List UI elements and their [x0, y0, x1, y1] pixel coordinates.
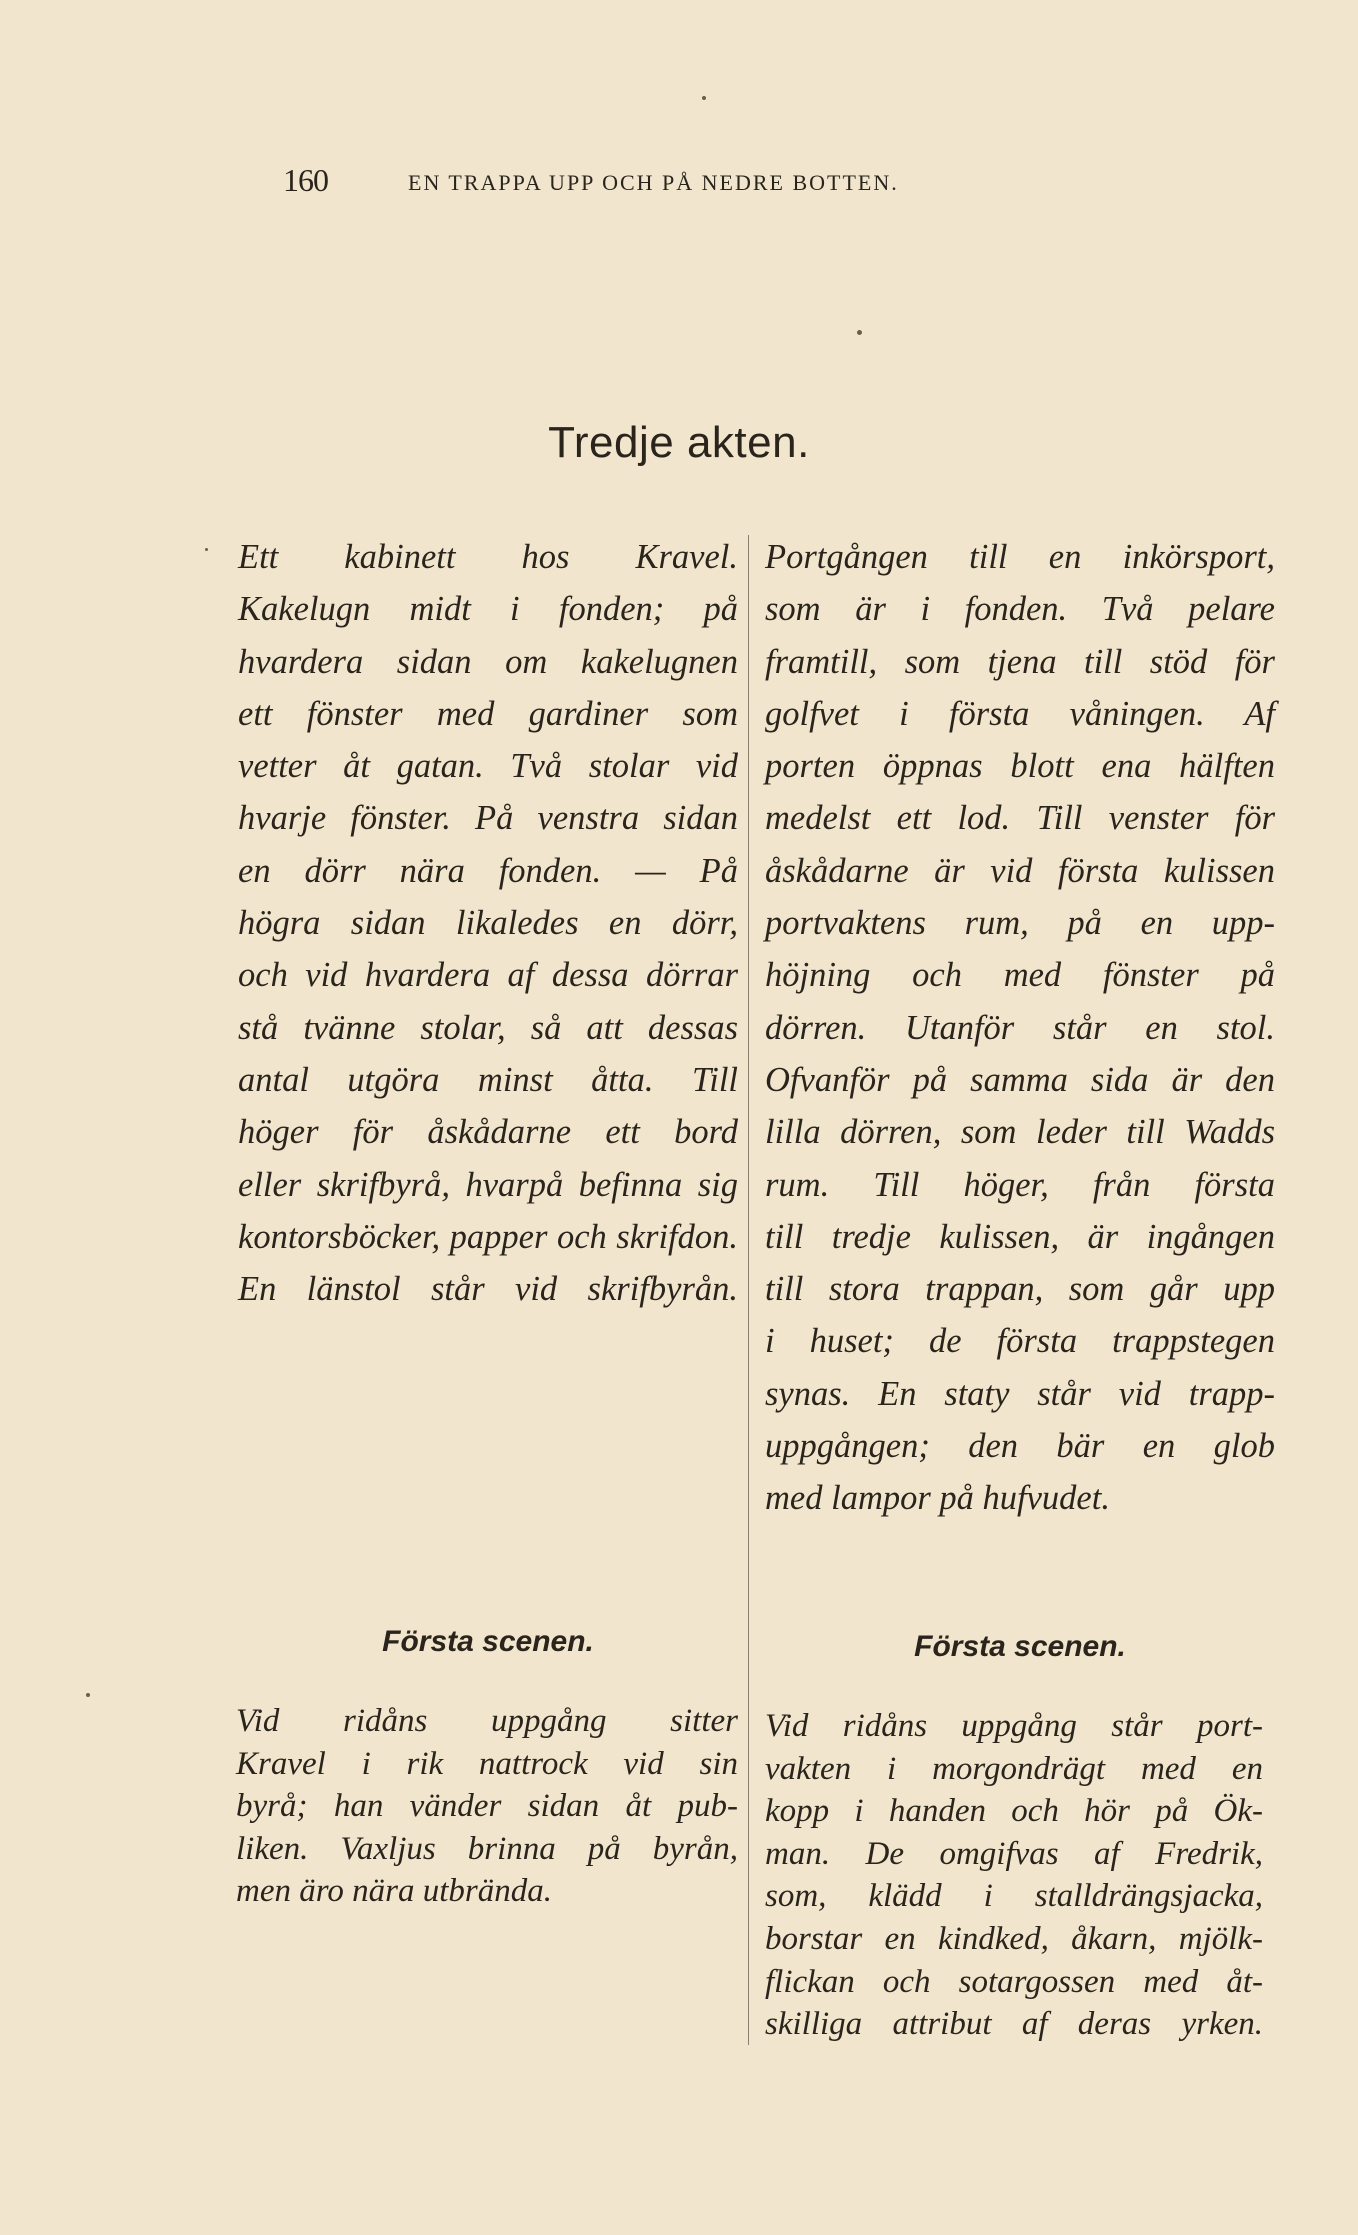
paper-speck: [857, 330, 862, 335]
text-line: skilliga attribut af deras yrken.: [765, 2006, 1263, 2043]
left-scene-description: [236, 1700, 738, 1913]
text-line: men äro nära utbrända.: [236, 1873, 552, 1910]
text-line: uppgången; den bär en glob: [765, 1427, 1275, 1466]
text-line: golfvet i första våningen. Af: [765, 694, 1275, 733]
text-line: och vid hvardera af dessa dörrar: [238, 956, 738, 995]
left-column-stage-directions: [238, 531, 738, 1315]
text-line: Ofvanför på samma sida är den: [765, 1060, 1275, 1099]
text-line: man. De omgifvas af Fredrik,: [765, 1835, 1263, 1872]
text-line: med lampor på hufvudet.: [765, 1479, 1110, 1518]
right-scene-description: [765, 1705, 1263, 2046]
left-scene-title: Första scenen.: [382, 1625, 594, 1658]
text-line: flickan och sotargossen med åt-: [765, 1963, 1263, 2000]
text-line: stå tvänne stolar, så att dessas: [238, 1008, 738, 1047]
text-line: i huset; de första trappstegen: [765, 1322, 1275, 1361]
text-line: en dörr nära fonden. — På: [238, 851, 738, 890]
text-line: hvarje fönster. På venstra sidan: [238, 799, 738, 838]
act-title: Tredje akten.: [548, 418, 810, 467]
text-line: medelst ett lod. Till venster för: [765, 799, 1275, 838]
text-line: Kakelugn midt i fonden; på: [238, 590, 738, 629]
column-divider: [748, 535, 749, 2045]
text-line: hvardera sidan om kakelugnen: [238, 642, 738, 681]
page-number: 160: [283, 162, 328, 198]
text-line: En länstol står vid skrifbyrån.: [238, 1270, 738, 1309]
text-line: lilla dörren, som leder till Wadds: [765, 1113, 1275, 1152]
text-line: synas. En staty står vid trapp-: [765, 1374, 1275, 1413]
paper-speck: [702, 96, 706, 100]
text-line: borstar en kindked, åkarn, mjölk-: [765, 1920, 1263, 1957]
text-line: framtill, som tjena till stöd för: [765, 642, 1275, 681]
text-line: Portgången till en inkörsport,: [765, 538, 1275, 576]
text-line: eller skrifbyrå, hvarpå befinna sig: [238, 1165, 738, 1204]
text-line: åskådarne är vid första kulissen: [765, 851, 1275, 890]
text-line: Vid ridåns uppgång står port-: [765, 1708, 1263, 1744]
text-line: till stora trappan, som går upp: [765, 1270, 1275, 1309]
text-line: liken. Vaxljus brinna på byrån,: [236, 1830, 738, 1867]
text-line: högra sidan likaledes en dörr,: [238, 904, 738, 943]
text-line: vetter åt gatan. Två stolar vid: [238, 747, 738, 786]
right-scene-title: Första scenen.: [914, 1630, 1126, 1663]
text-line: ett fönster med gardiner som: [238, 694, 738, 733]
text-line: kontorsböcker, papper och skrifdon.: [238, 1217, 738, 1256]
paper-speck: [86, 1693, 90, 1697]
text-line: vakten i morgondrägt med en: [765, 1750, 1263, 1787]
text-line: porten öppnas blott ena hälften: [765, 747, 1275, 786]
text-line: byrå; han vänder sidan åt pub-: [236, 1788, 738, 1825]
text-line: höger för åskådarne ett bord: [238, 1113, 738, 1152]
text-line: rum. Till höger, från första: [765, 1165, 1275, 1204]
paper-speck: [205, 548, 208, 551]
text-line: till tredje kulissen, är ingången: [765, 1217, 1275, 1256]
text-line: antal utgöra minst åtta. Till: [238, 1060, 738, 1099]
text-line: höjning och med fönster på: [765, 956, 1275, 995]
text-line: som, klädd i stalldrängsjacka,: [765, 1878, 1263, 1915]
text-line: kopp i handen och hör på Ök-: [765, 1793, 1263, 1830]
text-line: portvaktens rum, på en upp-: [765, 904, 1275, 943]
right-column-stage-directions: [765, 531, 1275, 1525]
running-head: EN TRAPPA UPP OCH PÅ NEDRE BOTTEN.: [408, 170, 899, 195]
text-line: dörren. Utanför står en stol.: [765, 1008, 1275, 1047]
text-line: Vid ridåns uppgång sitter: [236, 1703, 738, 1739]
text-line: Ett kabinett hos Kravel.: [238, 538, 738, 576]
text-line: som är i fonden. Två pelare: [765, 590, 1275, 629]
page-header: [283, 162, 1183, 202]
text-line: Kravel i rik nattrock vid sin: [236, 1745, 738, 1782]
